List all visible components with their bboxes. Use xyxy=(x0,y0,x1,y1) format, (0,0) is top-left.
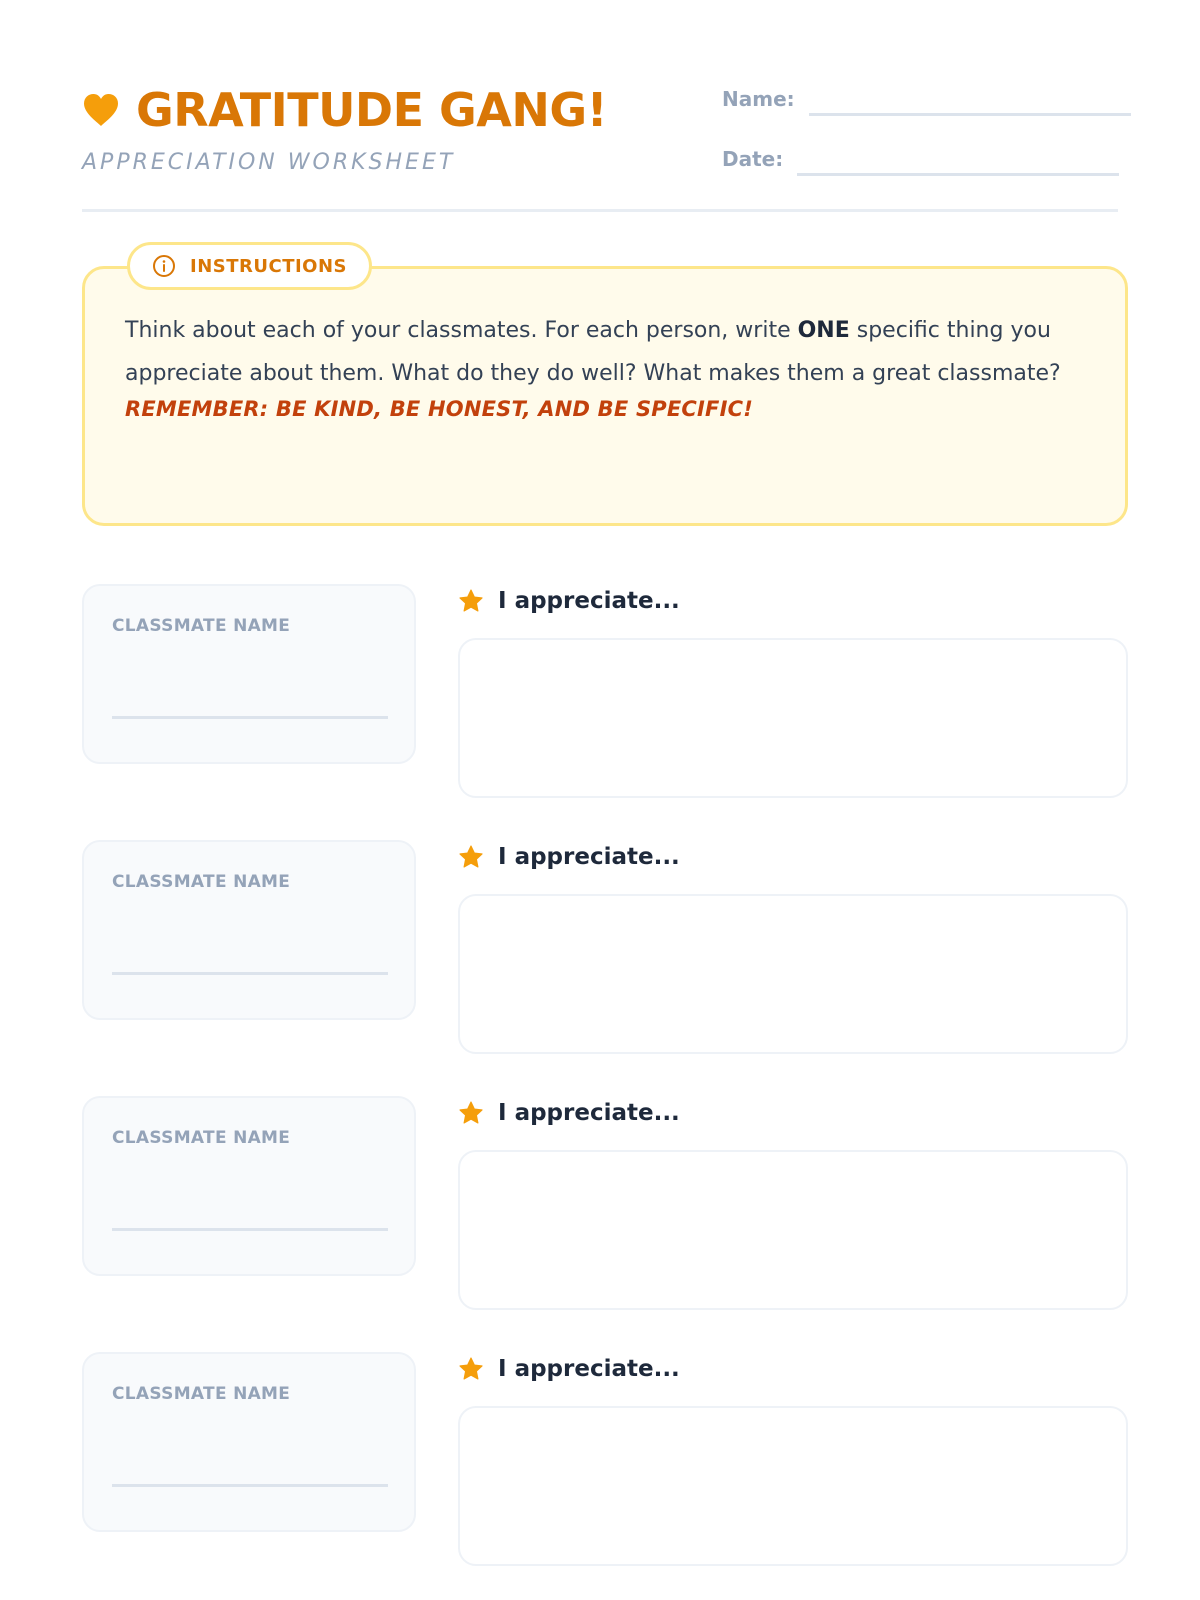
classmate-name-label: CLASSMATE NAME xyxy=(112,616,291,636)
classmate-name-card[interactable] xyxy=(82,840,416,1020)
appreciate-answer-box[interactable] xyxy=(458,1406,1128,1566)
appreciate-answer-box[interactable] xyxy=(458,894,1128,1054)
appreciate-label: I appreciate... xyxy=(498,588,680,614)
heart-icon xyxy=(82,92,120,128)
instructions-tab-label: INSTRUCTIONS xyxy=(190,255,347,277)
appreciate-answer-box[interactable] xyxy=(458,638,1128,798)
star-icon xyxy=(458,1356,484,1382)
classmate-name-label: CLASSMATE NAME xyxy=(112,1384,291,1404)
star-icon xyxy=(458,588,484,614)
instructions-box xyxy=(82,255,1128,526)
appreciate-label-row xyxy=(458,1100,680,1126)
appreciate-label: I appreciate... xyxy=(498,1100,680,1126)
info-icon xyxy=(152,254,176,278)
title-row xyxy=(82,82,607,138)
instructions-remember: REMEMBER: BE KIND, BE HONEST, AND BE SPECIFIC! xyxy=(125,397,753,421)
appreciate-label-row xyxy=(458,588,680,614)
classmate-name-line[interactable] xyxy=(112,972,388,975)
classmate-name-label: CLASSMATE NAME xyxy=(112,872,291,892)
appreciate-answer-box[interactable] xyxy=(458,1150,1128,1310)
page-title: GRATITUDE GANG! xyxy=(136,83,608,137)
classmate-row xyxy=(82,1352,1128,1562)
classmate-name-line[interactable] xyxy=(112,716,388,719)
instructions-text xyxy=(125,309,1085,395)
appreciate-label-row xyxy=(458,1356,680,1382)
worksheet-header xyxy=(82,0,1118,212)
date-field[interactable] xyxy=(722,146,1119,172)
appreciate-label: I appreciate... xyxy=(498,1356,680,1382)
name-label: Name: xyxy=(722,87,795,111)
instructions-text-before: Think about each of your classmates. For each person, write xyxy=(125,318,798,343)
star-icon xyxy=(458,844,484,870)
star-icon xyxy=(458,1100,484,1126)
name-field[interactable] xyxy=(722,86,1131,112)
classmate-row xyxy=(82,840,1128,1050)
classmate-name-label: CLASSMATE NAME xyxy=(112,1128,291,1148)
classmate-name-card[interactable] xyxy=(82,1096,416,1276)
appreciate-label-row xyxy=(458,844,680,870)
instructions-text-after: specific thing you appreciate about them. What do they do well? What makes them a great classmate? xyxy=(125,318,1061,386)
classmate-name-card[interactable] xyxy=(82,584,416,764)
classmate-name-line[interactable] xyxy=(112,1484,388,1487)
date-input-line[interactable] xyxy=(797,173,1119,176)
instructions-text-bold: ONE xyxy=(797,318,850,343)
classmate-name-card[interactable] xyxy=(82,1352,416,1532)
classmate-row xyxy=(82,1096,1128,1306)
appreciate-label: I appreciate... xyxy=(498,844,680,870)
classmate-name-line[interactable] xyxy=(112,1228,388,1231)
instructions-tab xyxy=(127,242,372,290)
page-subtitle: APPRECIATION WORKSHEET xyxy=(82,150,456,175)
classmate-row xyxy=(82,584,1128,794)
date-label: Date: xyxy=(722,147,784,171)
name-input-line[interactable] xyxy=(809,113,1131,116)
